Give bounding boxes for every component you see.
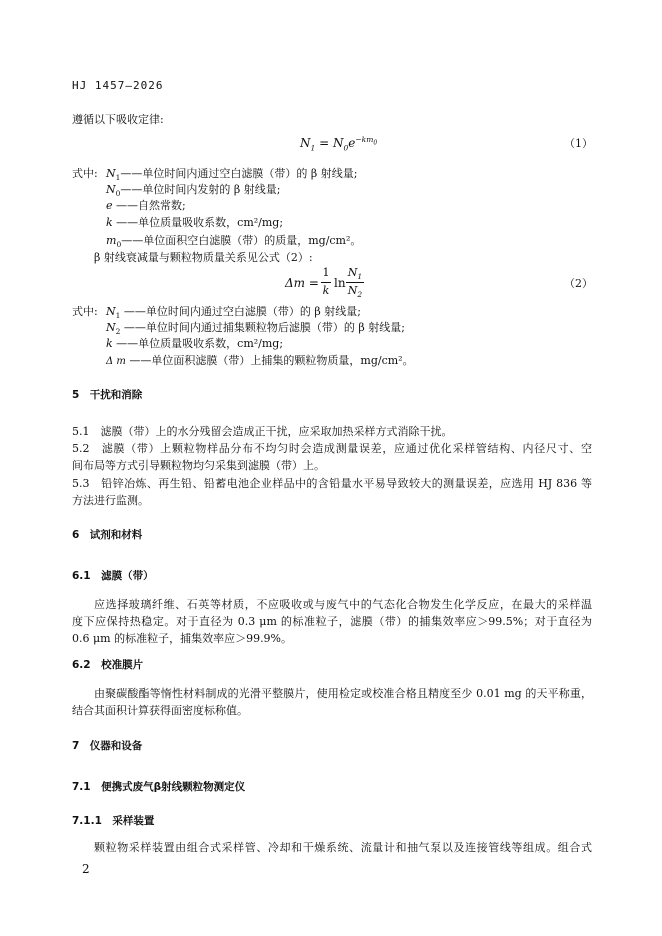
section-6-1-line3: 0.6 μm 的标准粒子，捕集效率应＞99.9%。: [72, 632, 293, 645]
defs2-lead: 式中:: [72, 305, 98, 318]
section-6-title: 6 试剂和材料: [72, 529, 143, 541]
eq1-lhs-sub: 1: [310, 143, 316, 153]
defs1-item: $N_0——$单位时间内发射的 β 射线量;: [106, 183, 281, 199]
defs1-lead: 式中:: [72, 167, 98, 180]
defs1-item: k ——单位质量吸收系数，cm²/mg;: [106, 216, 284, 229]
section-7-1-1-line1: 颗粒物采样装置由组合式采样管、冷却和干燥系统、流量计和抽气泵以及连接管线等组成。组合式: [94, 841, 592, 854]
defs1-item: $m_0——$单位面积空白滤膜（带）的质量，mg/cm²。: [106, 234, 362, 250]
section-6-1-title: 6.1 滤膜（带）: [72, 570, 154, 582]
section-5-2-line1: 5.2 滤膜（带）上颗粒物样品分布不均匀时会造成测量误差，应通过优化采样管结构、内径尺寸、空: [72, 442, 592, 455]
eq1-rhs-sub: 0: [343, 143, 349, 153]
equation-2-number: （2）: [564, 277, 593, 290]
section-6-2-line1: 由聚碳酸酯等惰性材料制成的光滑平整膜片，使用检定或校准合格且精度至少 0.01 mg 的天平称重，: [94, 687, 592, 700]
standard-code-header: HJ 1457—2026: [72, 79, 164, 92]
section-7-1-1-title: 7.1.1 采样装置: [72, 815, 155, 827]
defs2-item: k ——单位质量吸收系数，cm²/mg;: [106, 337, 284, 350]
page-number: 2: [82, 862, 90, 876]
defs1-item: e ——自然常数;: [106, 199, 186, 212]
section-5-3-line2: 方法进行监测。: [72, 494, 149, 507]
eq2-frac2-den: $N_2$: [347, 284, 363, 300]
eq2-frac1-num: 1: [322, 266, 330, 279]
section-6-1-line2: 度下应保持热稳定。对于直径为 0.3 μm 的标准粒子，滤膜（带）的捕集效率应＞99.5%；对于直径为: [72, 615, 592, 628]
section-6-1-line1: 应选择玻璃纤维、石英等材质，不应吸收或与废气中的气态化合物发生化学反应，在最大的采样温: [94, 598, 592, 611]
eq1-exponent-sub: 0: [373, 139, 378, 147]
equation-1: $N_1 = N_0e^{-km_0}$: [300, 135, 378, 153]
eq2-lhs: Δm =: [285, 276, 319, 290]
section-5-1: 5.1 滤膜（带）上的水分残留会造成正干扰，应采取加热采样方式消除干扰。: [72, 425, 453, 438]
section-5-title: 5 干扰和消除: [72, 389, 143, 401]
defs2-item: Δ m ——单位面积滤膜（带）上捕集的颗粒物质量，mg/cm²。: [106, 354, 414, 367]
eq2-frac1-bar: [321, 282, 331, 283]
defs2-item: $N_1$ ——单位时间内通过空白滤膜（带）的 β 射线量;: [106, 305, 361, 321]
relation-intro: β 射线衰减量与颗粒物质量关系见公式（2）:: [94, 251, 313, 264]
eq2-frac2-bar: [346, 282, 364, 283]
eq2-ln: ln: [334, 276, 346, 290]
defs1-item: $N_1——$单位时间内通过空白滤膜（带）的 β 射线量;: [106, 167, 358, 183]
eq1-exponent: −km: [355, 135, 374, 144]
section-6-2-line2: 结合其面积计算获得面密度标称值。: [72, 704, 248, 717]
eq2-frac1-den: k: [322, 284, 330, 297]
defs2-item: $N_2$ ——单位时间内通过捕集颗粒物后滤膜（带）的 β 射线量;: [106, 321, 405, 337]
eq2-frac2-num: $N_1$: [347, 266, 363, 282]
section-7-title: 7 仪器和设备: [72, 740, 143, 752]
section-5-3-line1: 5.3 铅锌冶炼、再生铅、铅蓄电池企业样品中的含铅量水平易导致较大的测量误差，应选用 HJ 836 等: [72, 477, 592, 490]
intro-text: 遵循以下吸收定律:: [72, 113, 164, 126]
section-7-1-title: 7.1 便携式废气β射线颗粒物测定仪: [72, 781, 246, 793]
equation-1-number: （1）: [564, 137, 593, 150]
section-6-2-title: 6.2 校准膜片: [72, 659, 144, 671]
section-5-2-line2: 间布局等方式引导颗粒物均匀采集到滤膜（带）上。: [72, 459, 325, 472]
